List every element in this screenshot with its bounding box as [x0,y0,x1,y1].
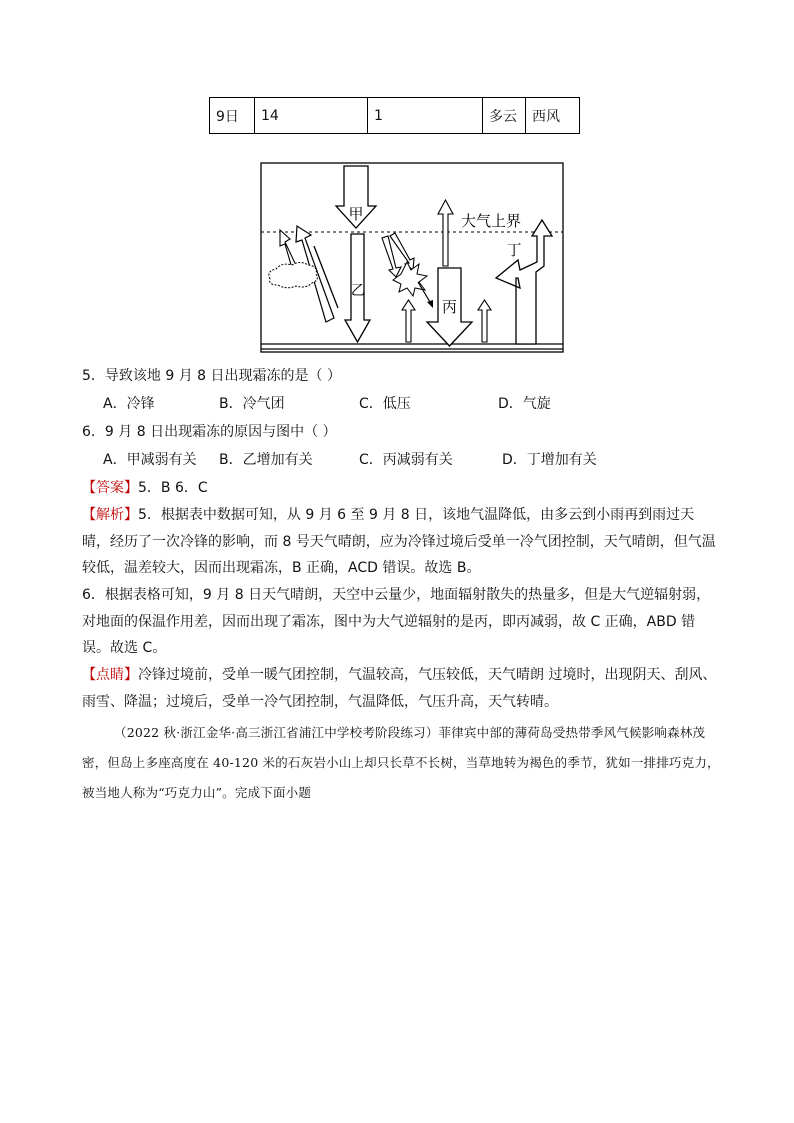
answer-line [82,478,208,498]
table-cell-weather: 多云 [483,98,526,134]
label-yi: 乙 [351,283,365,299]
question-6-stem: 6．9 月 8 日出现霜冻的原因与图中（ ） [82,424,337,440]
analysis-q5 [82,502,722,582]
q5-option-d: D．气旋 [498,396,551,412]
table-cell-date: 9日 [210,98,255,134]
table-cell-wind: 西风 [526,98,580,134]
answer-tag: 【答案】 [82,480,138,496]
q5-option-a: A．冷锋 [103,396,155,412]
table-cell-value-1: 14 [255,98,368,134]
label-ding: 丁 [506,241,522,259]
answer-text: 5．B 6．C [138,480,208,496]
analysis-tag: 【解析】 [82,507,138,523]
analysis-q6: 6．根据表格可知，9 月 8 日天气晴朗，天空中云量少，地面辐射散失的热量多，但是大气逆辐射弱，对地面的保温作用差，因而出现了霜冻，图中为大气逆辐射的是丙，即丙减弱，故 C 正确，ABD 错误。故选 C。 [82,587,711,656]
q6-option-d: D．丁增加有关 [502,452,597,468]
q6-option-a: A．甲减弱有关 [103,452,197,468]
label-bing: 丙 [441,298,458,316]
atmosphere-heat-diagram [258,162,566,354]
q5-option-b: B．冷气团 [219,396,285,412]
comment-tag: 【点睛】 [82,667,138,683]
analysis-q5-text: 5．根据表中数据可知，从 9 月 6 至 9 月 8 日，该地气温降低，由多云到小雨再到雨过天晴，经历了一次冷锋的影响，而 8 号天气晴朗，应为冷锋过境后受单一冷气团控制，天气晴朗，但气温较低，温差较大，因而出现霜冻，B 正确，ACD 错误。故选 B。 [82,507,716,576]
comment-block [82,662,722,715]
table-row [210,98,580,134]
table-cell-value-2: 1 [368,98,483,134]
weather-table [209,97,580,134]
label-jia: 甲 [348,205,364,223]
q6-option-c: C．丙减弱有关 [359,452,453,468]
source-passage: （2022 秋·浙江金华·高三浙江省浦江中学校考阶段练习）菲律宾中部的薄荷岛受热带季风气候影响森林茂密，但岛上多座高度在 40-120 米的石灰岩小山上却只长草不长树，当草地转为褐色的季节，犹如一排排巧克力，被当地人称为“巧克力山”。完成下面小题 [82,725,720,800]
q6-option-b: B．乙增加有关 [219,452,313,468]
question-5-stem: 5．导致该地 9 月 8 日出现霜冻的是（ ） [82,368,341,384]
label-upper-boundary: 大气上界 [461,212,522,230]
q5-option-c: C．低压 [359,396,411,412]
comment-text: 冷锋过境前，受单一暖气团控制，气温较高，气压较低，天气晴朗 过境时，出现阴天、刮风、雨雪、降温；过境后，受单一冷气团控制，气温降低，气压升高，天气转晴。 [82,667,717,710]
